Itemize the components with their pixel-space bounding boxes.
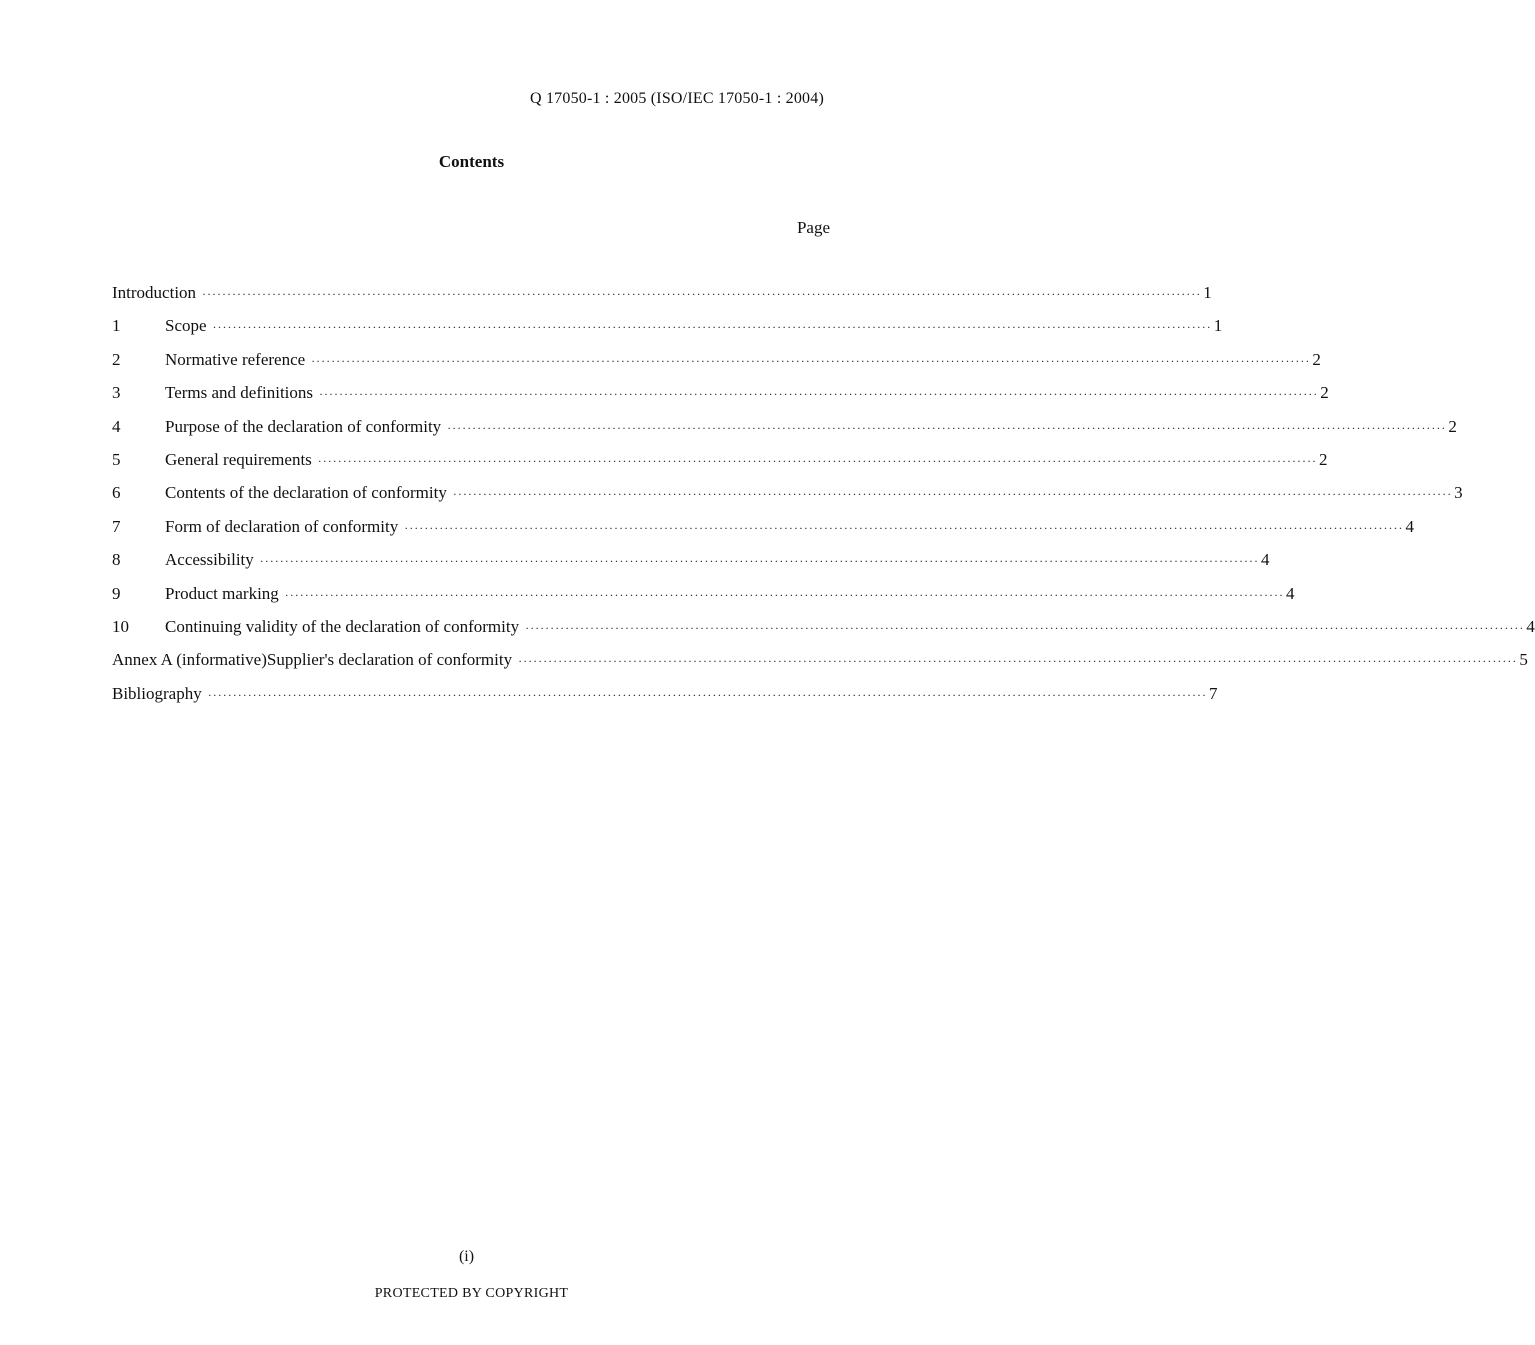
dot-leader: ········································································································································································································ (311, 353, 1311, 368)
toc-entry-page: 4 (1260, 550, 1270, 570)
toc-entry-page: 1 (1213, 316, 1223, 336)
dot-leader: ········································································································································································································ (259, 554, 1259, 569)
toc-entry-page: 3 (1454, 483, 1463, 503)
toc-entry-form-of-declaration[interactable] (112, 516, 1414, 550)
toc-entry-page: 2 (1319, 449, 1328, 469)
toc-entry-number: 2 (112, 349, 121, 369)
toc-entry-number: 6 (112, 483, 121, 503)
toc-entry-accessibility[interactable] (112, 550, 1270, 583)
dot-leader: ········································································································································································································ (319, 387, 1319, 402)
toc-entry-page: 7 (1208, 683, 1218, 703)
dot-leader: ········································································································································································································ (447, 420, 1447, 435)
toc-entry-page: 4 (1526, 616, 1535, 636)
document-id: Q 17050-1 : 2005 (ISO/IEC 17050-1 : 2004) (530, 90, 824, 107)
toc-entry-product-marking[interactable] (112, 583, 1295, 617)
toc-entry-annex-a[interactable] (112, 650, 1528, 683)
toc-entry-number: 5 (112, 449, 121, 469)
toc-entry-contents-of-declaration[interactable] (112, 483, 1463, 516)
toc-entry-bibliography[interactable] (112, 683, 1218, 717)
toc-entry-title: Terms and definitions (165, 383, 314, 403)
toc-entry-terms-and-definitions[interactable] (112, 383, 1329, 416)
toc-entry-continuing-validity[interactable] (112, 616, 1535, 650)
toc-entry-title: Scope (165, 316, 207, 336)
dot-leader: ········································································································································································································ (404, 520, 1404, 535)
toc-entry-number: 7 (112, 516, 121, 536)
toc-entry-title: Accessibility (165, 550, 254, 570)
toc-entry-purpose[interactable] (112, 416, 1457, 450)
toc-entry-normative-reference[interactable] (112, 349, 1321, 383)
table-of-contents (112, 283, 1535, 717)
toc-entry-title: Normative reference (165, 349, 306, 369)
page-title: Contents (438, 152, 505, 171)
toc-entry-number: 9 (112, 583, 121, 603)
toc-entry-title: Supplier's declaration of conformity (266, 650, 513, 670)
toc-entry-number: 1 (112, 316, 121, 336)
toc-entry-page: 2 (1320, 383, 1329, 403)
toc-entry-title: Product marking (165, 583, 279, 603)
dot-leader: ········································································································································································································ (284, 587, 1285, 602)
toc-entry-introduction[interactable] (112, 283, 1212, 316)
toc-entry-general-requirements[interactable] (112, 449, 1328, 483)
toc-entry-title: Contents of the declaration of conformity (165, 483, 447, 503)
toc-entry-annex-prefix: Annex A (informative) (112, 650, 267, 670)
toc-entry-page: 1 (1203, 283, 1212, 302)
toc-entry-title: Continuing validity of the declaration of conformity (165, 616, 520, 636)
page-folio: (i) (458, 1248, 475, 1265)
toc-entry-title: Bibliography (112, 683, 202, 703)
toc-entry-number: 8 (112, 550, 121, 570)
toc-entry-page: 2 (1312, 349, 1321, 369)
dot-leader: ········································································································································································································ (518, 654, 1518, 669)
toc-entry-number: 3 (112, 383, 121, 403)
dot-leader: ········································································································································································································ (207, 687, 1207, 702)
toc-entry-scope[interactable] (112, 316, 1223, 349)
toc-entry-title: Introduction (112, 283, 197, 302)
copyright-notice: PROTECTED BY COPYRIGHT (374, 1286, 569, 1301)
dot-leader: ········································································································································································································ (317, 453, 1318, 468)
dot-leader: ········································································································································································································ (212, 320, 1212, 335)
toc-entry-number: 4 (112, 416, 121, 436)
toc-entry-title: Form of declaration of conformity (165, 516, 399, 536)
toc-entry-page: 4 (1405, 516, 1414, 536)
toc-entry-number: 10 (112, 616, 129, 636)
dot-leader: ········································································································································································································ (202, 287, 1202, 301)
toc-entry-page: 5 (1519, 650, 1528, 670)
toc-entry-page: 2 (1448, 416, 1457, 436)
dot-leader: ········································································································································································································ (525, 620, 1525, 635)
toc-entry-title: General requirements (165, 449, 312, 469)
toc-entry-title: Purpose of the declaration of conformity (165, 416, 442, 436)
page-column-label: Page (796, 218, 830, 237)
dot-leader: ········································································································································································································ (452, 487, 1453, 502)
toc-entry-page: 4 (1286, 583, 1295, 603)
